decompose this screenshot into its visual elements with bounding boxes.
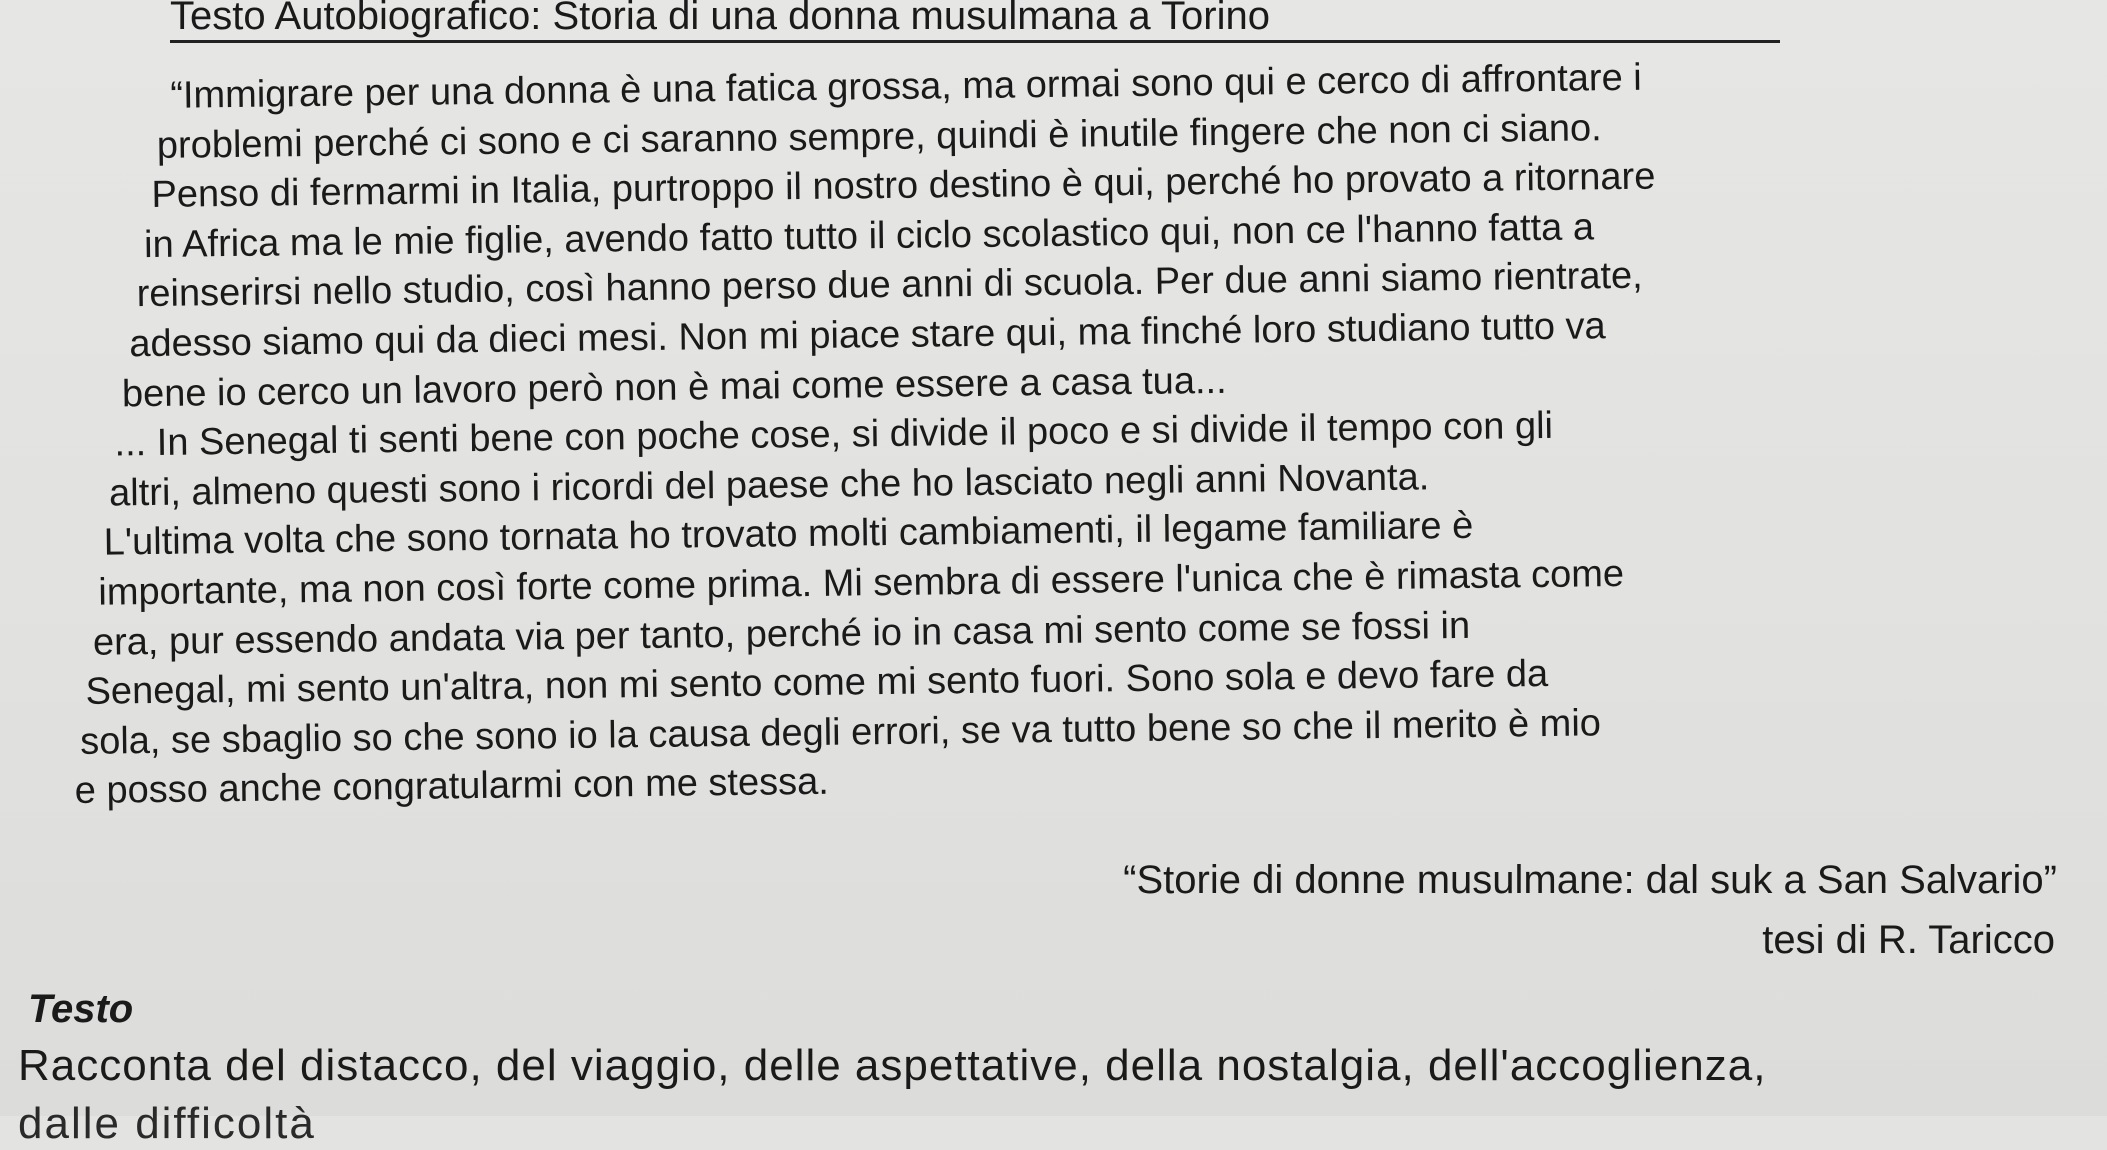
task-instruction-continued: dalle difficoltà	[18, 1099, 316, 1148]
source-citation: “Storie di donne musulmane: dal suk a San Salvario”	[1123, 858, 2057, 902]
body-line: “Immigrare per una donna è una fatica grossa, ma ormai sono qui e cerco di affrontare i	[170, 56, 1642, 117]
section-heading: Testo	[28, 987, 134, 1031]
body-line: problemi perché ci sono e ci saranno sempre, quindi è inutile fingere che non ci siano.	[156, 106, 1602, 167]
body-line: reinserirsi nello studio, così hanno perso due anni di scuola. Per due anni siamo rientrate,	[136, 255, 1643, 316]
task-instruction: Racconta del distacco, del viaggio, delle aspettative, della nostalgia, dell'accoglienza,	[18, 1041, 1767, 1090]
body-line: altri, almeno questi sono i ricordi del paese che ho lasciato negli anni Novanta.	[108, 456, 1430, 515]
body-line: importante, ma non così forte come prima. Mi sembra di essere l'unica che è rimasta come	[98, 552, 1625, 614]
body-line: ... In Senegal ti senti bene con poche cose, si divide il poco e si divide il tempo con gli	[114, 405, 1554, 465]
body-line: L'ultima volta che sono tornata ho trovato molti cambiamenti, il legame familiare è	[103, 505, 1474, 564]
body-line: in Africa ma le mie figlie, avendo fatto tutto il ciclo scolastico qui, non ce l'hanno fatta a	[143, 206, 1595, 266]
quoted-testimony	[74, 49, 2029, 816]
body-line: Senegal, mi sento un'altra, non mi sento come mi sento fuori. Sono sola e devo fare da	[85, 653, 1549, 713]
body-line: era, pur essendo andata via per tanto, perché io in casa mi sento come se fossi in	[92, 604, 1471, 664]
body-line: Penso di fermarmi in Italia, purtroppo il nostro destino è qui, perché ho provato a ritornare	[151, 155, 1656, 217]
body-line: sola, se sbaglio so che sono io la causa degli errori, se va tutto bene so che il merito è mio	[79, 702, 1602, 763]
author-credit: tesi di R. Taricco	[1762, 918, 2055, 962]
body-line: e posso anche congratularmi con me stessa.	[74, 761, 830, 813]
body-line: adesso siamo qui da dieci mesi. Non mi piace stare qui, ma finché loro studiano tutto va	[129, 305, 1606, 366]
body-line: bene io cerco un lavoro però non è mai come essere a casa tua...	[121, 359, 1227, 415]
document-title: Testo Autobiografico: Storia di una donna musulmana a Torino	[170, 0, 1780, 43]
